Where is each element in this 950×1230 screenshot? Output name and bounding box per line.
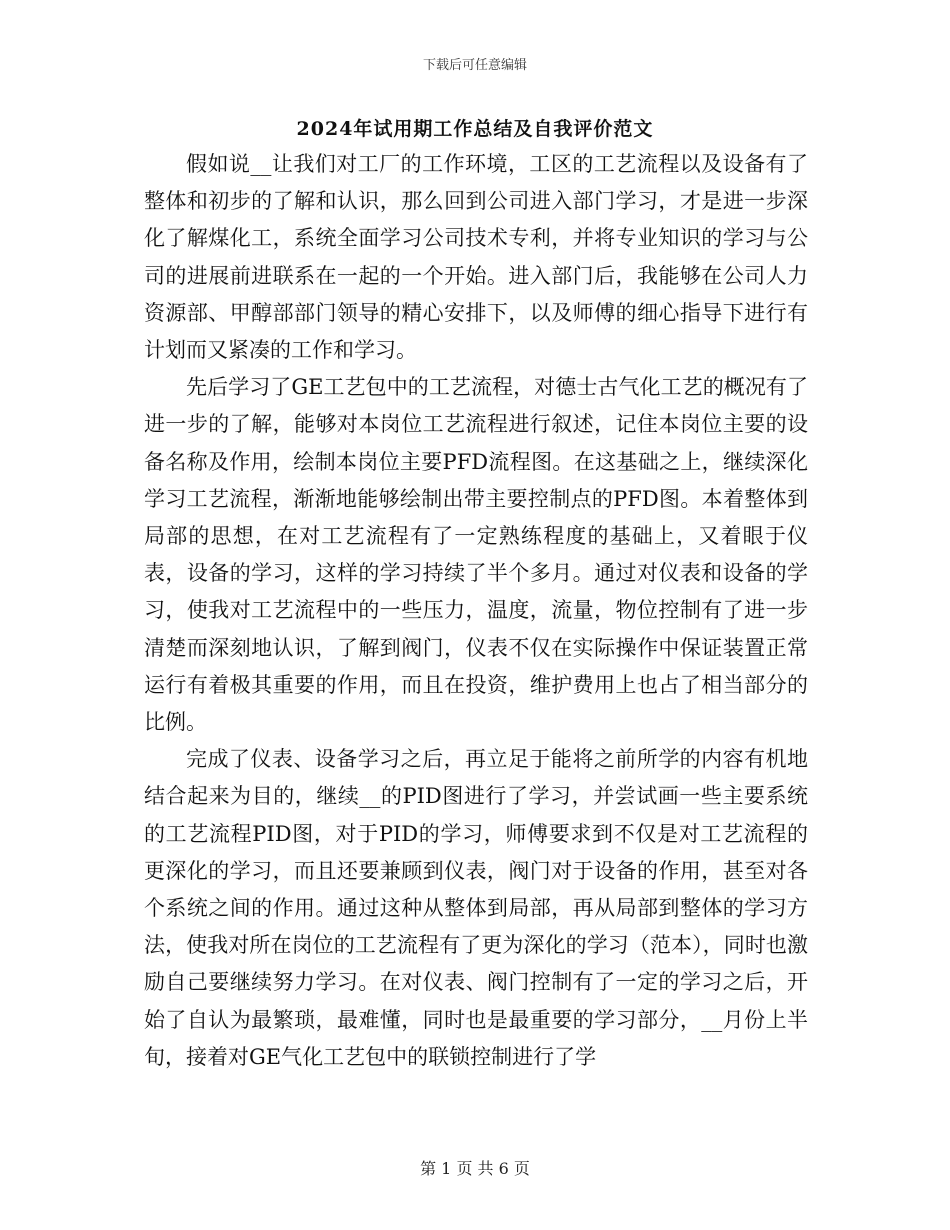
paragraph-1: 假如说__让我们对工厂的工作环境，工区的工艺流程以及设备有了整体和初步的了解和认识，那么回到公司进入部门学习，才是进一步深化了解煤化工，系统全面学习公司技术专利，并将专业知识的学习与公司的进展前进联系在一起的一个开始。进入部门后，我能够在公司人力资源部、甲醇部部门领导的精心安排下，以及师傅的细心指导下进行有计划而又紧凑的工作和学习。 bbox=[144, 152, 808, 363]
document-body bbox=[144, 146, 808, 1076]
header-note: 下载后可任意编辑 bbox=[422, 58, 527, 73]
page-number: 第 1 页 共 6 页 bbox=[420, 1159, 530, 1178]
paragraph-2: 先后学习了GE工艺包中的工艺流程，对德士古气化工艺的概况有了进一步的了解，能够对本岗位工艺流程进行叙述，记住本岗位主要的设备名称及作用，绘制本岗位主要PFD流程图。在这基础之上，继续深化学习工艺流程，渐渐地能够绘制出带主要控制点的PFD图。本着整体到局部的思想，在对工艺流程有了一定熟练程度的基础上，又着眼于仪表，设备的学习，这样的学习持续了半个多月。通过对仪表和设备的学习，使我对工艺流程中的一些压力，温度，流量，物位控制有了进一步清楚而深刻地认识，了解到阀门，仪表不仅在实际操作中保证装置正常运行有着极其重要的作用，而且在投资，维护费用上也占了相当部分的比例。 bbox=[144, 375, 808, 735]
paragraph-3: 完成了仪表、设备学习之后，再立足于能将之前所学的内容有机地结合起来为目的，继续__的PID图进行了学习，并尝试画一些主要系统的工艺流程PID图，对于PID的学习，师傅要求到不仅是对工艺流程的更深化的学习，而且还要兼顾到仪表，阀门对于设备的作用，甚至对各个系统之间的作用。通过这种从整体到局部，再从局部到整体的学习方法，使我对所在岗位的工艺流程有了更为深化的学习（范本），同时也激励自己要继续努力学习。在对仪表、阀门控制有了一定的学习之后，开始了自认为最繁琐，最难懂，同时也是最重要的学习部分，__月份上半旬，接着对GE气化工艺包中的联锁控制进行了学 bbox=[144, 747, 808, 1069]
document-title: 2024年试用期工作总结及自我评价范文 bbox=[296, 118, 654, 140]
